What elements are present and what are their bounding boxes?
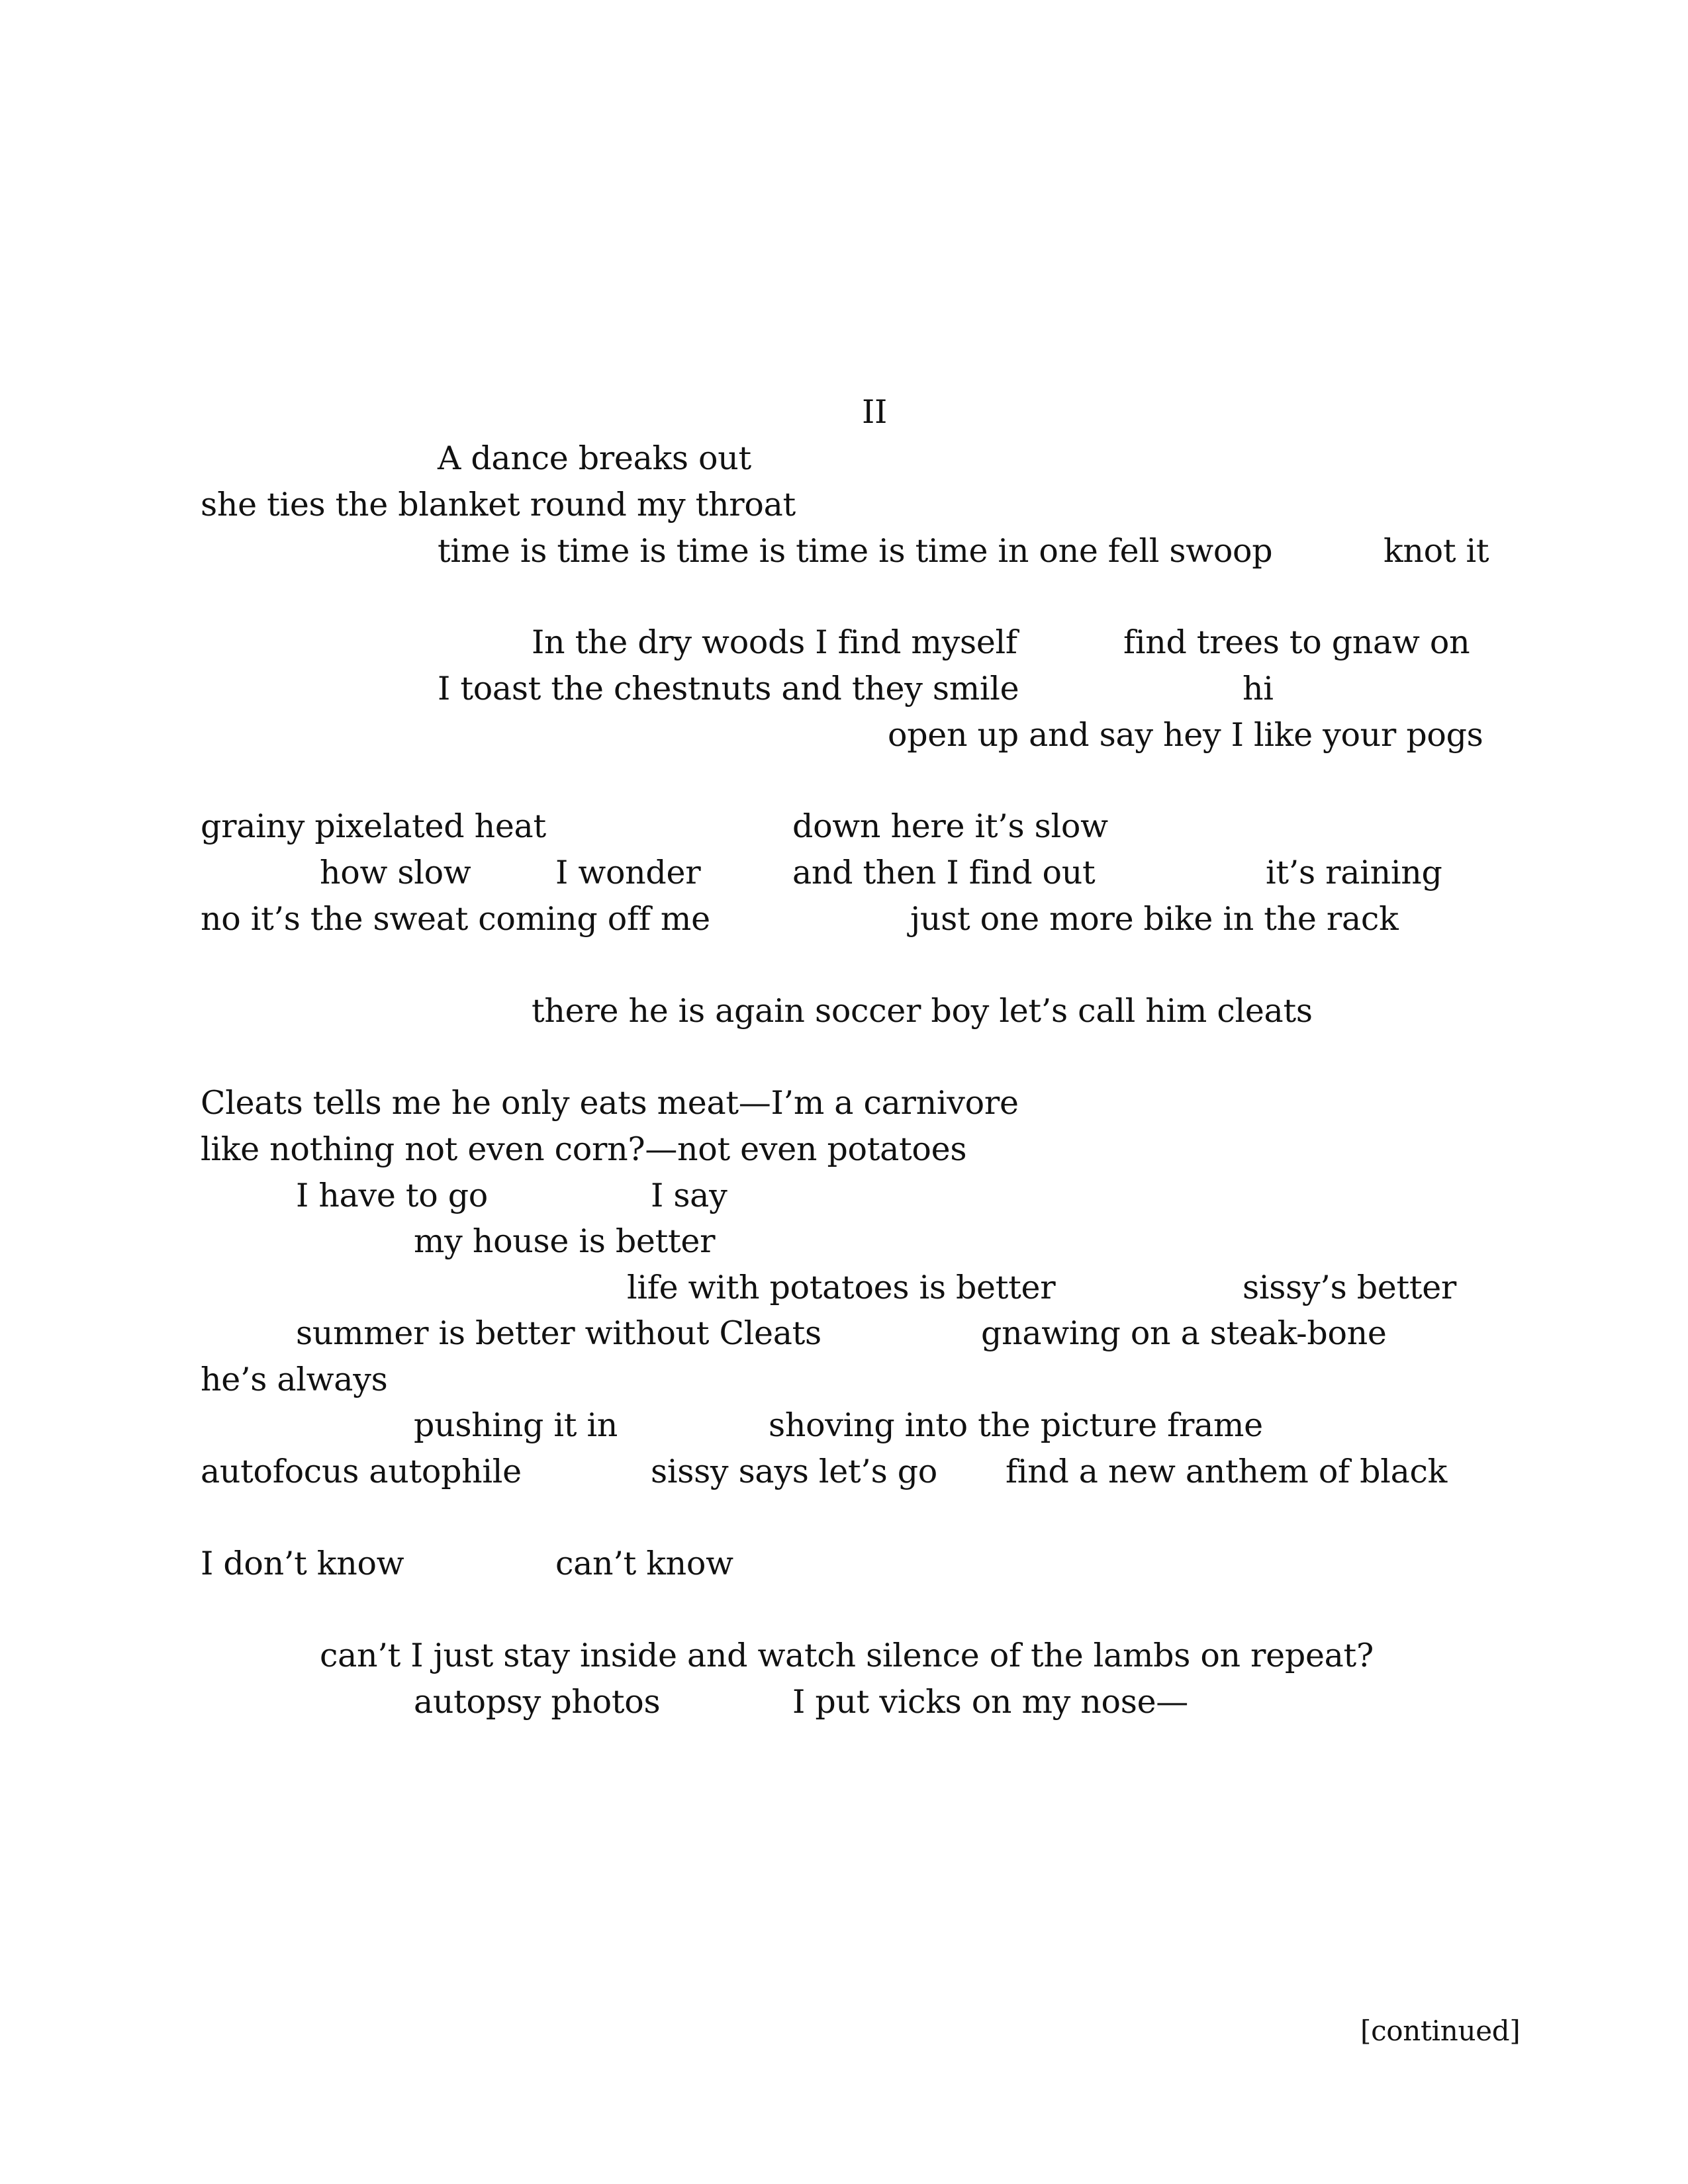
poem-line: it’s raining xyxy=(1266,854,1442,891)
poem-line: sissy’s better xyxy=(1243,1269,1457,1306)
poem-line: can’t know xyxy=(555,1545,733,1582)
poem-line: there he is again soccer boy let’s call him cleats xyxy=(532,992,1313,1030)
poem-line: knot it xyxy=(1383,532,1489,570)
poem-line: he’s always xyxy=(201,1361,388,1398)
poem-line: gnawing on a steak-bone xyxy=(981,1314,1387,1352)
poem-line: I have to go xyxy=(296,1177,488,1214)
poem-line: autopsy photos xyxy=(414,1683,661,1721)
poem-line: how slow xyxy=(320,854,471,891)
poem-line: open up and say hey I like your pogs xyxy=(888,716,1483,754)
poem-line: my house is better xyxy=(414,1222,716,1260)
poem-line: pushing it in xyxy=(414,1406,618,1444)
poem-line: down here it’s slow xyxy=(792,807,1108,845)
poem-line: summer is better without Cleats xyxy=(296,1314,821,1352)
poem-line: hi xyxy=(1243,670,1274,707)
poem-line: I put vicks on my nose— xyxy=(792,1683,1188,1721)
poem-line: can’t I just stay inside and watch silence of the lambs on repeat? xyxy=(320,1637,1374,1674)
poem-line: autofocus autophile xyxy=(201,1453,522,1490)
poem-line: time is time is time is time is time in one fell swoop xyxy=(438,532,1273,570)
poem-line: I toast the chestnuts and they smile xyxy=(438,670,1019,707)
poem-line: I wonder xyxy=(555,854,701,891)
poem-line: find trees to gnaw on xyxy=(1123,623,1470,661)
poem-line: no it’s the sweat coming off me xyxy=(201,900,710,938)
poem-line: life with potatoes is better xyxy=(627,1269,1056,1306)
poem-line: she ties the blanket round my throat xyxy=(201,486,796,523)
poem-line: and then I find out xyxy=(792,854,1096,891)
poem-line: I say xyxy=(651,1177,727,1214)
poem-line: A dance breaks out xyxy=(438,439,751,477)
poem-line: find a new anthem of black xyxy=(1006,1453,1448,1490)
continued-note: [continued] xyxy=(1360,2015,1521,2047)
poem-line: Cleats tells me he only eats meat—I’m a carnivore xyxy=(201,1084,1019,1122)
poem-line: sissy says let’s go xyxy=(651,1453,937,1490)
poem-line: like nothing not even corn?—not even potatoes xyxy=(201,1130,967,1168)
poem-line: grainy pixelated heat xyxy=(201,807,546,845)
poem-line: just one more bike in the rack xyxy=(910,900,1399,938)
poem-line: shoving into the picture frame xyxy=(769,1406,1263,1444)
section-title: II xyxy=(862,393,888,431)
poem-line: I don’t know xyxy=(201,1545,404,1582)
poem-line: In the dry woods I find myself xyxy=(532,623,1017,661)
